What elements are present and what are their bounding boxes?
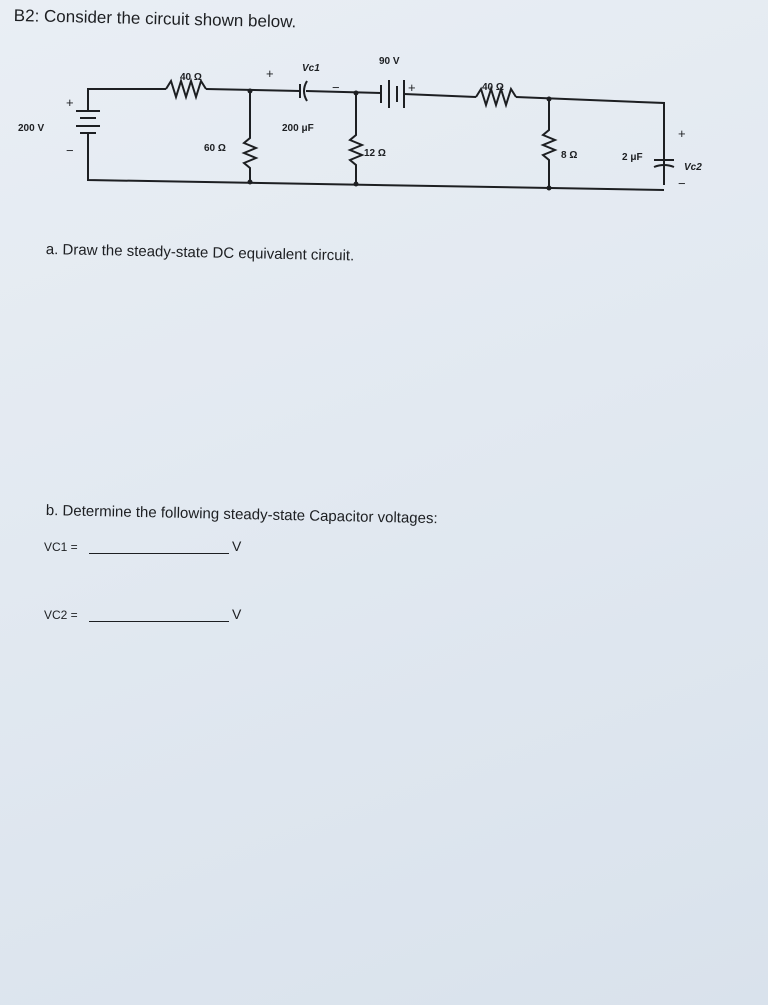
battery-90v — [381, 80, 404, 108]
vc2-answer-unit: V — [232, 606, 242, 622]
c1-label: 200 μF — [282, 123, 314, 134]
r3-label: 12 Ω — [364, 148, 386, 159]
vc1-answer-row — [44, 538, 241, 554]
node-dot — [547, 97, 552, 102]
source-200-plus: + — [66, 95, 74, 110]
vc2-answer-label: VC2 = — [44, 608, 78, 622]
circuit-diagram — [0, 0, 768, 200]
source-90-label: 90 V — [379, 56, 400, 67]
c1-minus: − — [332, 80, 340, 95]
vc1-answer-blank[interactable] — [89, 541, 229, 554]
wire-top-mid — [206, 89, 300, 91]
r4-label: 40 Ω — [482, 82, 504, 93]
resistor-8 — [543, 99, 555, 188]
node-dot — [354, 91, 359, 96]
r5-label: 8 Ω — [561, 150, 578, 161]
c2-plus: + — [678, 126, 686, 141]
problem-heading: B2: Consider the circuit shown below. — [13, 6, 297, 32]
node-dot — [354, 182, 359, 187]
vc1-label: Vc1 — [302, 63, 320, 74]
r1-label: 40 Ω — [180, 72, 202, 83]
wire-top-right — [516, 97, 664, 185]
c1-plus: + — [266, 66, 274, 81]
c2-label: 2 μF — [622, 152, 643, 163]
node-dot — [248, 89, 253, 94]
resistor-12 — [350, 92, 362, 184]
r2-label: 60 Ω — [204, 143, 226, 154]
source-90-plus: + — [408, 80, 416, 95]
vc1-answer-label: VC1 = — [44, 540, 78, 554]
wire-top-left — [88, 89, 166, 98]
vc2-answer-blank[interactable] — [89, 609, 229, 622]
source-200-minus: − — [66, 143, 74, 158]
node-dot — [547, 186, 552, 191]
wire-c1-to-source — [306, 91, 381, 93]
capacitor-c1 — [300, 81, 307, 101]
part-b-question: b. Determine the following steady-state Capacitor voltages: — [45, 502, 438, 528]
vc2-label: Vc2 — [684, 162, 702, 173]
resistor-40-left — [166, 81, 206, 97]
vc2-answer-row — [44, 606, 241, 622]
source-200-label: 200 V — [18, 123, 45, 134]
battery-200v — [76, 98, 100, 140]
resistor-60 — [244, 90, 256, 182]
vc1-answer-unit: V — [232, 538, 242, 554]
node-dot — [248, 180, 253, 185]
part-a-question: a. Draw the steady-state DC equivalent circuit. — [45, 241, 355, 265]
c2-minus: − — [678, 176, 686, 191]
